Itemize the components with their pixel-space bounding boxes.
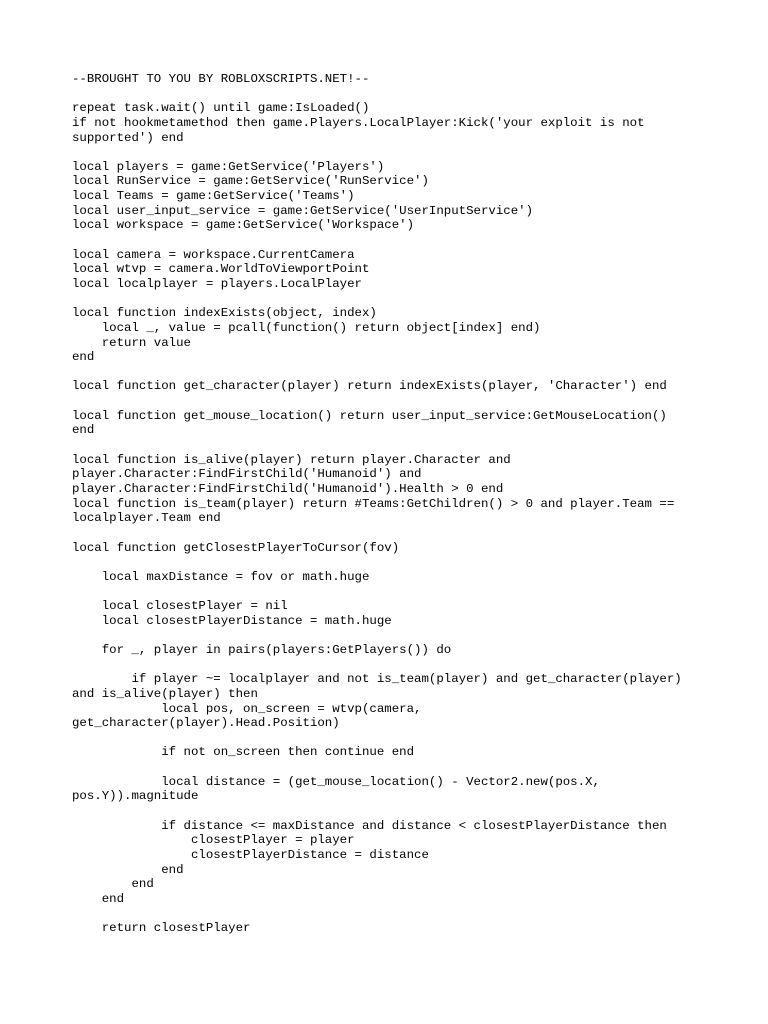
code-line: local function getClosestPlayerToCursor(fov) — [72, 540, 400, 555]
code-line — [72, 584, 712, 599]
code-line: return closestPlayer — [72, 921, 251, 936]
code-line: if distance <= maxDistance and distance < closestPlayerDistance then — [72, 818, 667, 833]
code-line: get_character(player).Head.Position) — [72, 716, 340, 731]
code-line: end — [72, 423, 95, 438]
code-block — [72, 72, 712, 936]
code-line — [72, 145, 712, 160]
code-line: localplayer.Team end — [72, 511, 221, 526]
code-line — [72, 438, 712, 453]
code-line: --BROUGHT TO YOU BY ROBLOXSCRIPTS.NET!-- — [72, 72, 370, 86]
code-line: pos.Y)).magnitude — [72, 789, 199, 804]
code-line — [72, 731, 712, 746]
code-line: if player ~= localplayer and not is_team(player) and get_character(player) — [72, 672, 682, 687]
code-line: end — [72, 891, 125, 906]
code-line: local localplayer = players.LocalPlayer — [72, 276, 362, 291]
code-line — [72, 233, 712, 248]
code-line: local _, value = pcall(function() return object[index] end) — [72, 320, 541, 335]
code-line: local camera = workspace.CurrentCamera — [72, 247, 355, 262]
code-line: end — [72, 350, 95, 365]
code-line — [72, 555, 712, 570]
code-line: local function get_character(player) return indexExists(player, 'Character') end — [72, 379, 667, 394]
code-line: local maxDistance = fov or math.huge — [72, 569, 370, 584]
code-line: closestPlayer = player — [72, 833, 355, 848]
code-line: local pos, on_screen = wtvp(camera, — [72, 701, 422, 716]
code-line: end — [72, 862, 184, 877]
code-line — [72, 87, 712, 102]
code-line: local workspace = game:GetService('Workspace') — [72, 218, 415, 233]
code-line: supported') end — [72, 130, 184, 145]
code-line: closestPlayerDistance = distance — [72, 847, 429, 862]
code-line: repeat task.wait() until game:IsLoaded() — [72, 101, 370, 116]
code-line: local function is_team(player) return #Teams:GetChildren() > 0 and player.Team == — [72, 496, 675, 511]
code-line: local players = game:GetService('Players') — [72, 159, 385, 174]
code-line: for _, player in pairs(players:GetPlayers()) do — [72, 642, 452, 657]
code-line — [72, 804, 712, 819]
code-line: if not hookmetamethod then game.Players.LocalPlayer:Kick('your exploit is not — [72, 115, 645, 130]
code-line: local function is_alive(player) return player.Character and — [72, 452, 511, 467]
code-line: if not on_screen then continue end — [72, 745, 415, 760]
code-line: local closestPlayer = nil — [72, 599, 288, 614]
code-line — [72, 526, 712, 541]
code-line: local user_input_service = game:GetService('UserInputService') — [72, 203, 534, 218]
code-line — [72, 365, 712, 380]
code-line — [72, 394, 712, 409]
code-line — [72, 760, 712, 775]
code-line: player.Character:FindFirstChild('Humanoid') and — [72, 467, 422, 482]
code-line — [72, 628, 712, 643]
code-line: local function indexExists(object, index) — [72, 306, 377, 321]
code-line: local closestPlayerDistance = math.huge — [72, 613, 392, 628]
code-line — [72, 292, 712, 307]
code-line: return value — [72, 335, 191, 350]
code-line: and is_alive(player) then — [72, 686, 258, 701]
code-line: player.Character:FindFirstChild('Humanoid').Health > 0 end — [72, 481, 504, 496]
code-line: local Teams = game:GetService('Teams') — [72, 189, 355, 204]
code-line: local wtvp = camera.WorldToViewportPoint — [72, 262, 370, 277]
code-line: local distance = (get_mouse_location() - Vector2.new(pos.X, — [72, 774, 600, 789]
code-line: end — [72, 877, 154, 892]
code-line — [72, 658, 712, 673]
code-line — [72, 907, 712, 922]
code-line: local function get_mouse_location() return user_input_service:GetMouseLocation() — [72, 408, 667, 423]
code-line: local RunService = game:GetService('RunService') — [72, 174, 429, 189]
